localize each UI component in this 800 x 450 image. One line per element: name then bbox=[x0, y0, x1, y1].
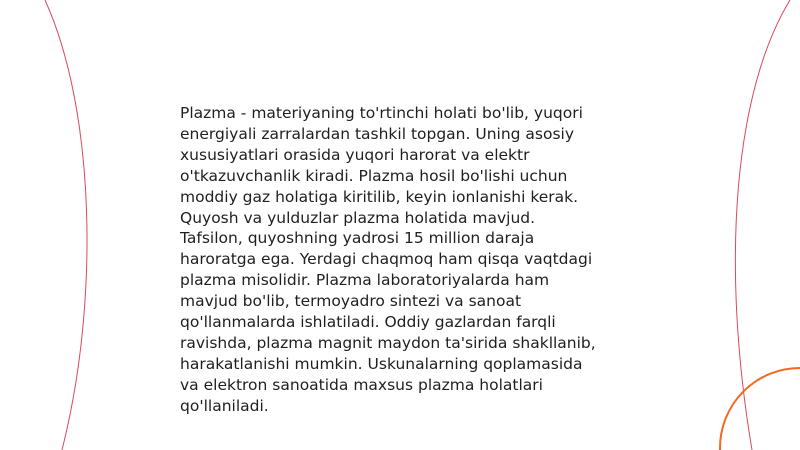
accent-ring bbox=[720, 368, 800, 450]
left-curve-line bbox=[45, 0, 87, 450]
right-curve-line bbox=[735, 0, 790, 450]
body-paragraph: Plazma - materiyaning to'rtinchi holati bo'lib, yuqori energiyali zarralardan tashkil topgan. Uning asosiy xususiyatlari orasida yuqori harorat va elektr o'tkazuvchanlik kiradi. Plazma hosil bo'lishi uchun moddiy gaz holatiga kiritilib, keyin ionlanishi kerak. Quyosh va yulduzlar plazma holatida mavjud. Tafsilon, quyoshning yadrosi 15 million daraja haroratga ega. Yerdagi chaqmoq ham qisqa vaqtdagi plazma misolidir. Plazma laboratoriyalarda ham mavjud bo'lib, termoyadro sintezi va sanoat qo'llanmalarda ishlatiladi. Oddiy gazlardan farqli ravishda, plazma magnit maydon ta'sirida shakllanib, harakatlanishi mumkin. Uskunalarning qoplamasida va elektron sanoatida maxsus plazma holatlari qo'llaniladi. bbox=[180, 104, 596, 415]
